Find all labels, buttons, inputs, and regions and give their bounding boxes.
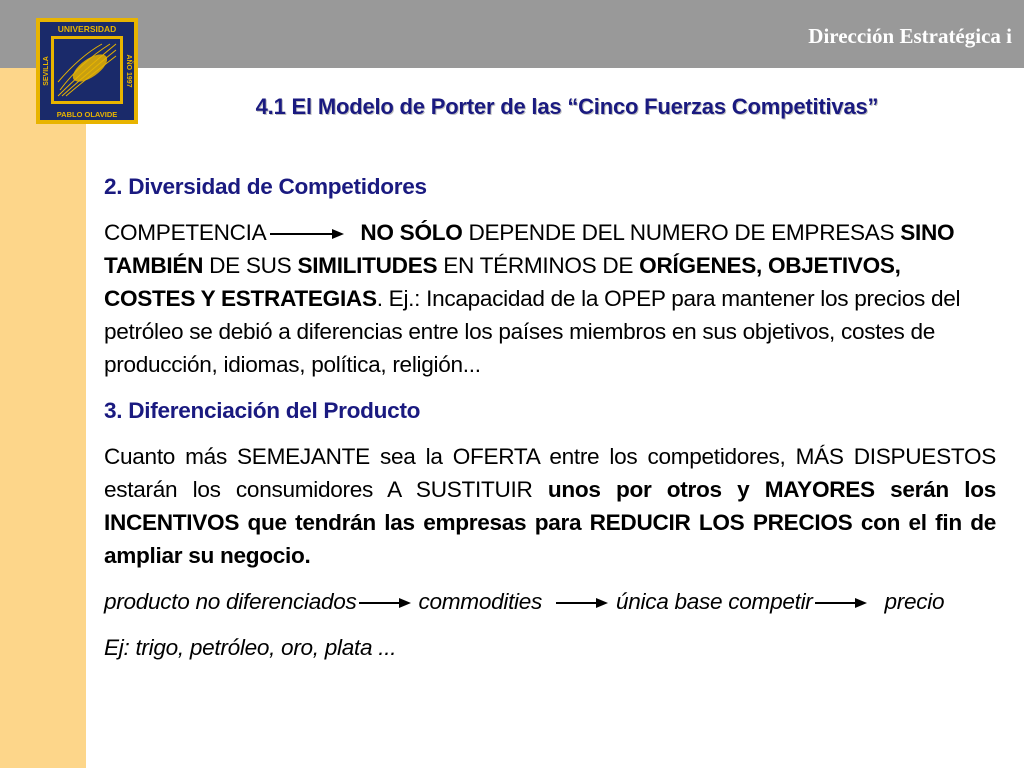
university-logo xyxy=(36,18,138,124)
chain-item: única base competir xyxy=(616,589,813,614)
slide-title: 4.1 El Modelo de Porter de las “Cinco Fuerzas Competitivas” xyxy=(255,94,879,119)
competencia-text: COMPETENCIA xyxy=(104,220,267,245)
course-title: Dirección Estratégica i xyxy=(808,24,1012,48)
chain-item: commodities xyxy=(418,589,543,614)
arrow-right-icon xyxy=(556,596,608,610)
section-heading-diferenciacion: 3. Diferenciación del Producto xyxy=(104,398,421,423)
svg-text:SEVILLA: SEVILLA xyxy=(43,56,50,86)
chain-item: precio xyxy=(884,589,945,614)
svg-text:AÑO 1997: AÑO 1997 xyxy=(125,54,132,88)
example-text: Ej: trigo, petróleo, oro, plata ... xyxy=(104,635,397,660)
paragraph-cuanto: Cuanto más SEMEJANTE sea la OFERTA entre los competidores, MÁS DISPUESTOS estarán los consumidores A SUSTITUIR unos por otros y MAYORES serán los INCENTIVOS que tendrán las empresas para REDUCIR LOS PRECIOS con el fin de ampliar su negocio. xyxy=(104,444,996,568)
chain-item: producto no diferenciados xyxy=(104,589,357,614)
paragraph-competencia: COMPETENCIA NO SÓLO DEPENDE DEL NUMERO DE EMPRESAS SINO TAMBIÉN DE SUS SIMILITUDES EN TÉRMINOS DE ORÍGENES, OBJETIVOS, COSTES Y ESTRATEGIAS. Ej.: Incapacidad de la OPEP para mantener los precios del petróleo se debió a diferencias entre los países miembros en sus objetivos, costes de producción, idiomas, política, religión... xyxy=(104,220,961,377)
slide-content xyxy=(104,170,996,664)
commodity-chain xyxy=(104,585,996,618)
section-heading-diversidad: 2. Diversidad de Competidores xyxy=(104,174,427,199)
arrow-right-icon xyxy=(359,596,411,610)
no-solo-text: NO SÓLO xyxy=(360,220,463,245)
svg-text:UNIVERSIDAD: UNIVERSIDAD xyxy=(57,24,117,34)
arrow-right-icon xyxy=(270,227,344,241)
top-header-bar xyxy=(0,0,1024,68)
svg-text:PABLO OLAVIDE: PABLO OLAVIDE xyxy=(56,110,118,119)
arrow-right-icon xyxy=(815,596,867,610)
